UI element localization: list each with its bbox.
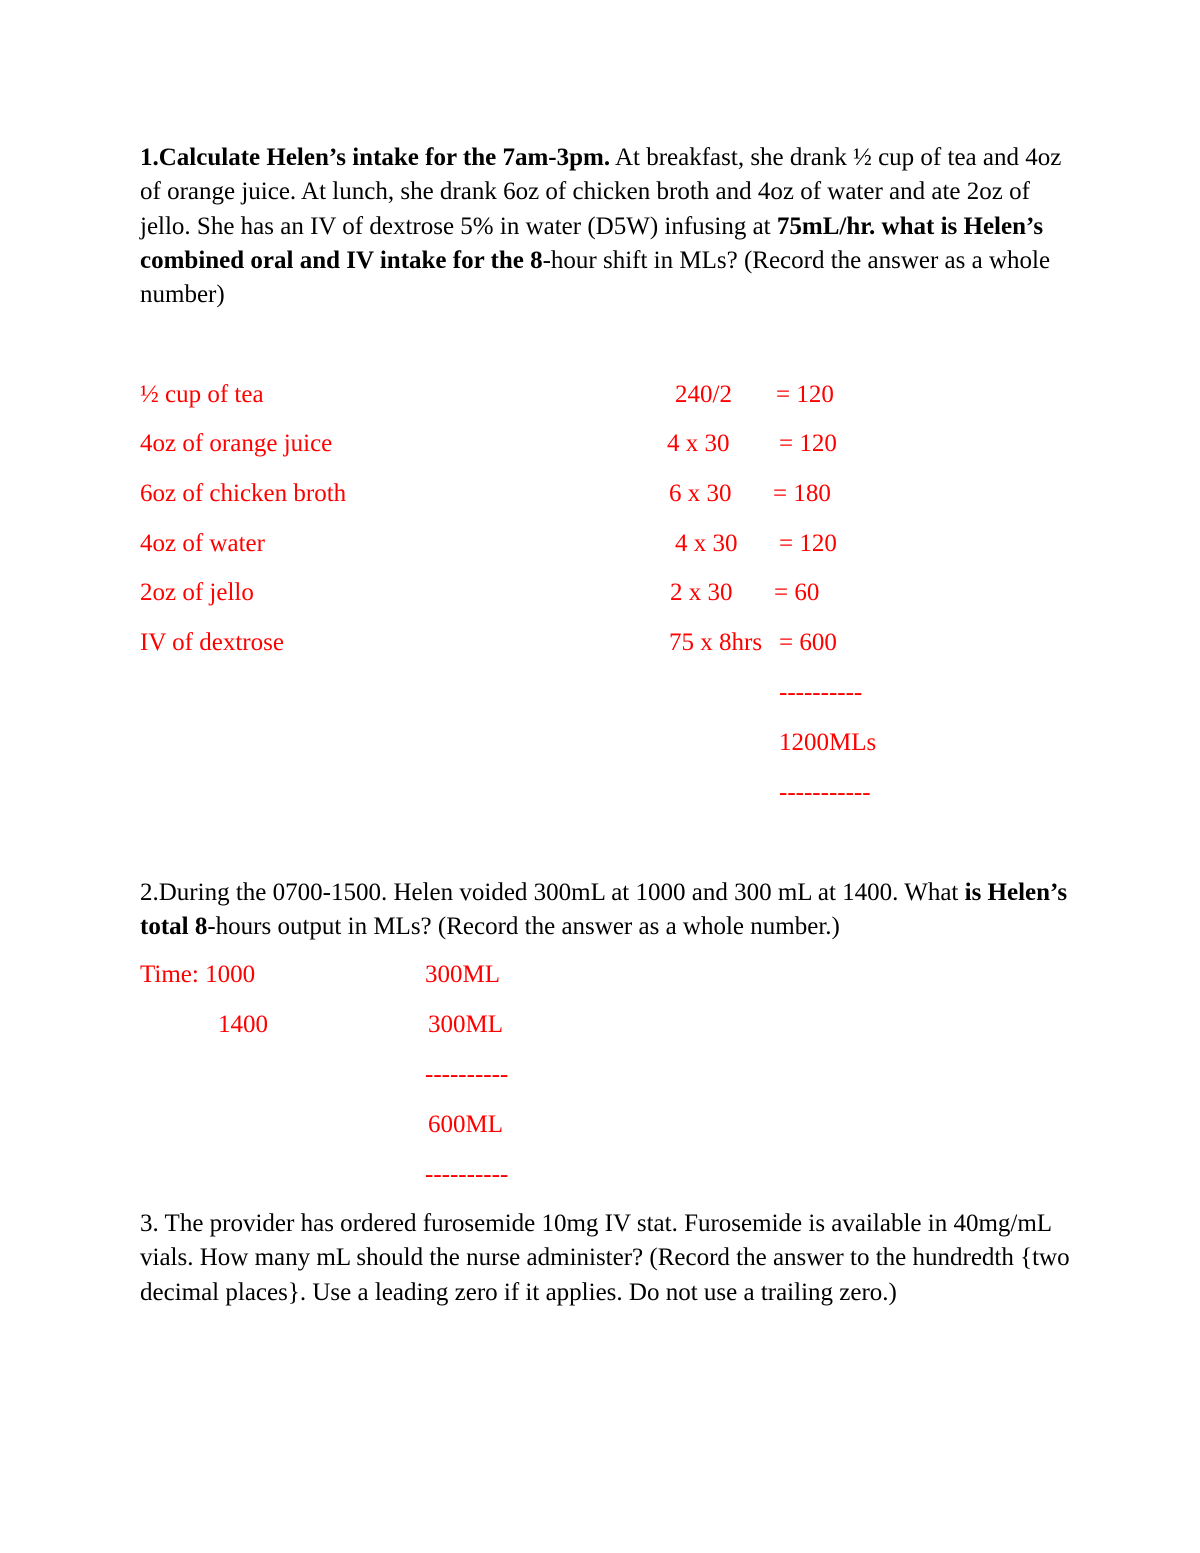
- question-1-part-a: At breakfast, she drank ½ cup of tea and 4oz of orange juice. At lunch, she drank 6oz of chicken broth and 4oz of water and ate 2oz of jello. She has an IV of dextrose 5% in water (D5W) infusing at: [140, 144, 1062, 240]
- q1-row-item: 4oz of water: [140, 530, 265, 557]
- q1-row-calc: 4 x 30: [675, 530, 738, 557]
- q1-row-result: = 120: [776, 381, 834, 408]
- q1-row-calc: 2 x 30: [670, 579, 733, 606]
- q2-value-2: 300ML: [428, 1011, 503, 1038]
- question-1-text: [140, 141, 1070, 312]
- question-1-mid: 75mL/hr. what is Helen’s combined oral and IV intake for the 8: [140, 212, 1044, 274]
- q1-row-result: = 120: [779, 530, 837, 557]
- question-1-part-b: -hour shift in MLs? (Record the answer as a whole number): [140, 246, 1051, 309]
- q1-row-result: = 180: [773, 480, 831, 507]
- question-2-text: [140, 876, 1070, 945]
- q2-separator-bottom: ----------: [425, 1161, 509, 1188]
- q1-row-calc: 6 x 30: [669, 480, 732, 507]
- question-1-lead: 1.Calculate Helen’s intake for the 7am-3pm.: [140, 144, 611, 171]
- q1-row-calc: 4 x 30: [667, 430, 730, 457]
- q1-separator-top: ----------: [779, 679, 863, 706]
- q1-row-item: 6oz of chicken broth: [140, 480, 347, 507]
- q1-row-calc: 240/2: [675, 381, 732, 408]
- q1-row-result: = 120: [779, 430, 837, 457]
- question-3-text: 3. The provider has ordered furosemide 10mg IV stat. Furosemide is available in 40mg/mL vials. How many mL should the nurse administer? (Record the answer to the hundredth {two decimal places}. Use a leading zero if it applies. Do not use a trailing zero.): [140, 1210, 1070, 1306]
- q1-row-item: IV of dextrose: [140, 629, 284, 656]
- question-2-lead: 2.During the 0700-1500. Helen voided 300mL at 1000 and 300 mL at 1400. What: [140, 879, 965, 906]
- q1-row-result: = 60: [774, 579, 820, 606]
- q1-total: 1200MLs: [779, 729, 877, 756]
- q2-separator-top: ----------: [425, 1061, 509, 1088]
- q2-value-1: 300ML: [425, 961, 500, 988]
- q2-total: 600ML: [428, 1111, 503, 1138]
- q1-row-calc: 75 x 8hrs: [669, 629, 763, 656]
- q1-row-item: ½ cup of tea: [140, 381, 264, 408]
- question-2-rest: -hours output in MLs? (Record the answer as a whole number.): [207, 913, 840, 941]
- q2-time-label: Time: 1000: [140, 961, 256, 988]
- q2-time-2: 1400: [218, 1011, 268, 1038]
- question-2-bold: is Helen’s total 8: [140, 879, 1068, 941]
- q1-row-item: 2oz of jello: [140, 579, 254, 606]
- q1-row-result: = 600: [779, 629, 837, 656]
- q1-separator-bottom: -----------: [779, 779, 871, 806]
- q1-row-item: 4oz of orange juice: [140, 430, 333, 457]
